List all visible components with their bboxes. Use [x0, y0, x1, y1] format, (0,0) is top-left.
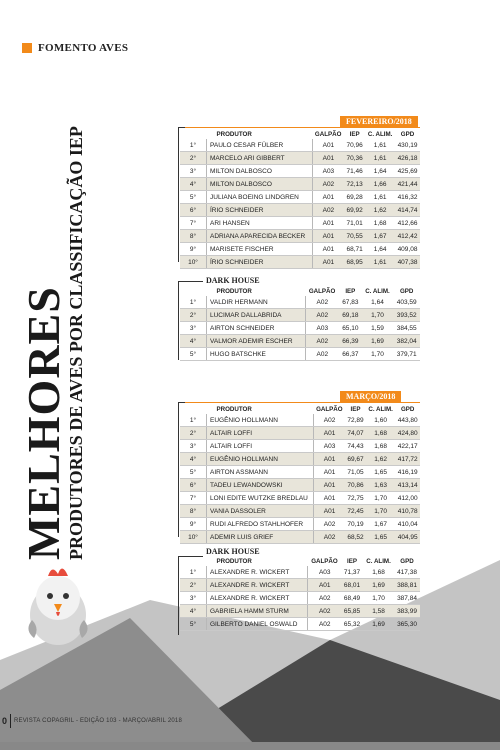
col-calim: C. ALIM.: [366, 558, 391, 565]
iep-cell: 72,89: [345, 414, 366, 427]
producer-cell: EUGÊNIO HOLLMANN: [207, 414, 314, 427]
calim-cell: 1,61: [365, 139, 395, 152]
table-row: [180, 518, 420, 531]
calim-cell: 1,70: [363, 592, 394, 605]
gpd-cell: 387,84: [394, 592, 420, 605]
table-row: [180, 592, 420, 605]
galpao-cell: A02: [312, 178, 344, 191]
rank-cell: 7°: [180, 217, 207, 230]
calim-cell: 1,62: [366, 453, 395, 466]
gpd-cell: 393,52: [393, 309, 420, 322]
rank-cell: 10°: [180, 531, 207, 544]
rank-cell: 1°: [180, 296, 207, 309]
iep-cell: 71,01: [344, 217, 365, 230]
col-iep: IEP: [345, 288, 356, 295]
calim-cell: 1,59: [362, 322, 394, 335]
calim-cell: 1,62: [365, 204, 395, 217]
iep-cell: 70,86: [345, 479, 366, 492]
gpd-cell: 365,30: [394, 618, 420, 631]
producer-cell: JULIANA BOEING LINDGREN: [207, 191, 313, 204]
galpao-cell: A01: [312, 191, 344, 204]
galpao-cell: A01: [308, 579, 341, 592]
table-header-row: [180, 130, 420, 139]
gpd-cell: 410,04: [395, 518, 420, 531]
iep-cell: 65,32: [341, 618, 363, 631]
gpd-cell: 404,95: [395, 531, 420, 544]
rank-cell: 2°: [180, 152, 207, 165]
galpao-cell: A01: [312, 217, 344, 230]
galpao-cell: A02: [312, 204, 344, 217]
iep-cell: 71,46: [344, 165, 365, 178]
col-produtor: PRODUTOR: [216, 288, 252, 295]
mar-dark-table: [180, 557, 420, 631]
table-row: [180, 217, 420, 230]
gpd-cell: 424,80: [395, 427, 420, 440]
galpao-cell: A02: [305, 296, 339, 309]
galpao-cell: A02: [308, 618, 341, 631]
iep-cell: 68,95: [344, 256, 365, 269]
gpd-cell: 388,81: [394, 579, 420, 592]
chicken-illustration-icon: [18, 560, 98, 650]
galpao-cell: A03: [305, 322, 339, 335]
calim-cell: 1,70: [362, 348, 394, 361]
table-row: [180, 466, 420, 479]
col-iep: IEP: [349, 131, 360, 138]
rank-cell: 5°: [180, 348, 207, 361]
col-gpd: GPD: [399, 288, 414, 295]
galpao-cell: A02: [314, 518, 345, 531]
calim-cell: 1,68: [366, 427, 395, 440]
galpao-cell: A02: [305, 348, 339, 361]
rank-cell: 9°: [180, 243, 207, 256]
rank-cell: 4°: [180, 605, 207, 618]
col-galpao: GALPÃO: [316, 406, 343, 413]
fev-table: [180, 130, 420, 269]
calim-cell: 1,70: [366, 505, 395, 518]
gpd-cell: 379,71: [393, 348, 420, 361]
title-main: MELHORES: [18, 286, 69, 560]
gpd-cell: 412,00: [395, 492, 420, 505]
table-row: [180, 479, 420, 492]
producer-cell: AIRTON SCHNEIDER: [207, 322, 306, 335]
galpao-cell: A01: [312, 230, 344, 243]
calim-cell: 1,69: [363, 579, 394, 592]
rank-cell: 9°: [180, 518, 207, 531]
galpao-cell: A02: [314, 414, 345, 427]
col-produtor: PRODUTOR: [216, 406, 252, 413]
producer-cell: MILTON DALBOSCO: [207, 178, 313, 191]
producer-cell: ALTAIR LOFFI: [207, 440, 314, 453]
table-row: [180, 618, 420, 631]
gpd-cell: 412,66: [395, 217, 420, 230]
producer-cell: PAULO CESAR FÜLBER: [207, 139, 313, 152]
iep-cell: 72,45: [345, 505, 366, 518]
fev-dark-table: [180, 287, 420, 361]
producer-cell: VALDIR HERMANN: [207, 296, 306, 309]
producer-cell: ALEXANDRE R. WICKERT: [207, 566, 308, 579]
col-calim: C. ALIM.: [367, 131, 393, 138]
producer-cell: VALMOR ADEMIR ESCHER: [207, 335, 306, 348]
iep-cell: 71,37: [341, 566, 363, 579]
calim-cell: 1,61: [365, 191, 395, 204]
iep-cell: 74,43: [345, 440, 366, 453]
rank-cell: 5°: [180, 191, 207, 204]
calim-cell: 1,70: [366, 492, 395, 505]
table-row: [180, 348, 420, 361]
galpao-cell: A03: [314, 440, 345, 453]
galpao-cell: A01: [314, 505, 345, 518]
calim-cell: 1,66: [365, 178, 395, 191]
galpao-cell: A02: [314, 531, 345, 544]
table-row: [180, 335, 420, 348]
gpd-cell: 414,74: [395, 204, 420, 217]
gpd-cell: 410,78: [395, 505, 420, 518]
galpao-cell: A01: [314, 453, 345, 466]
producer-cell: GILBERTO DANIEL OSWALD: [207, 618, 308, 631]
producer-cell: LUCIMAR DALLABRIDA: [207, 309, 306, 322]
col-gpd: GPD: [400, 131, 415, 138]
producer-cell: ADRIANA APARECIDA BECKER: [207, 230, 313, 243]
iep-cell: 69,92: [344, 204, 365, 217]
table-row: [180, 322, 420, 335]
gpd-cell: 426,18: [395, 152, 420, 165]
table-row: [180, 165, 420, 178]
gpd-cell: 412,42: [395, 230, 420, 243]
rank-cell: 2°: [180, 309, 207, 322]
gpd-cell: 382,04: [393, 335, 420, 348]
table-row: [180, 427, 420, 440]
iep-cell: 68,52: [345, 531, 366, 544]
vertical-title: [18, 110, 102, 560]
fev-dark-label: DARK HOUSE: [206, 276, 260, 285]
table-row: [180, 256, 420, 269]
calim-cell: 1,61: [365, 256, 395, 269]
rank-cell: 3°: [180, 165, 207, 178]
mar-dark-table-block: [180, 557, 420, 631]
table-row: [180, 139, 420, 152]
gpd-cell: 416,32: [395, 191, 420, 204]
producer-cell: VANIA DASSOLER: [207, 505, 314, 518]
table-row: [180, 191, 420, 204]
section-label: FOMENTO AVES: [38, 42, 129, 54]
table-row: [180, 243, 420, 256]
calim-cell: 1,67: [366, 518, 395, 531]
col-galpao: GALPÃO: [308, 288, 336, 295]
rank-cell: 7°: [180, 492, 207, 505]
gpd-cell: 407,38: [395, 256, 420, 269]
iep-cell: 70,36: [344, 152, 365, 165]
mar-month-label: MARÇO/2018: [340, 391, 401, 403]
iep-cell: 69,18: [339, 309, 362, 322]
calim-cell: 1,61: [365, 152, 395, 165]
galpao-cell: A02: [305, 309, 339, 322]
gpd-cell: 417,72: [395, 453, 420, 466]
producer-cell: ADEMIR LUIS GRIEF: [207, 531, 314, 544]
table-header-row: [180, 287, 420, 296]
table-row: [180, 579, 420, 592]
producer-cell: ÍRIO SCHNEIDER: [207, 204, 313, 217]
iep-cell: 70,96: [344, 139, 365, 152]
rank-cell: 2°: [180, 427, 207, 440]
iep-cell: 68,49: [341, 592, 363, 605]
rank-cell: 6°: [180, 479, 207, 492]
galpao-cell: A03: [312, 165, 344, 178]
col-galpao: GALPÃO: [311, 558, 338, 565]
calim-cell: 1,63: [366, 479, 395, 492]
rank-cell: 1°: [180, 139, 207, 152]
iep-cell: 72,13: [344, 178, 365, 191]
gpd-cell: 430,19: [395, 139, 420, 152]
calim-cell: 1,69: [363, 618, 394, 631]
calim-cell: 1,70: [362, 309, 394, 322]
calim-cell: 1,65: [366, 466, 395, 479]
gpd-cell: 422,17: [395, 440, 420, 453]
table-row: [180, 605, 420, 618]
calim-cell: 1,68: [366, 440, 395, 453]
mar-table-block: [180, 405, 420, 544]
orange-square-icon: [22, 43, 32, 53]
gpd-cell: 383,99: [394, 605, 420, 618]
table-row: [180, 531, 420, 544]
galpao-cell: A01: [314, 427, 345, 440]
galpao-cell: A01: [314, 492, 345, 505]
mar-dark-label: DARK HOUSE: [206, 547, 260, 556]
table-row: [180, 492, 420, 505]
producer-cell: ALEXANDRE R. WICKERT: [207, 579, 308, 592]
table-row: [180, 230, 420, 243]
galpao-cell: A02: [308, 605, 341, 618]
fev-month-label: FEVEREIRO/2018: [340, 116, 418, 128]
producer-cell: EUGÊNIO HOLLMANN: [207, 453, 314, 466]
rank-cell: 5°: [180, 466, 207, 479]
producer-cell: MARCELO ARI GIBBERT: [207, 152, 313, 165]
producer-cell: GABRIELA HAMM STURM: [207, 605, 308, 618]
gpd-cell: 384,55: [393, 322, 420, 335]
rank-cell: 5°: [180, 618, 207, 631]
producer-cell: ALEXANDRE R. WICKERT: [207, 592, 308, 605]
rank-cell: 1°: [180, 566, 207, 579]
rank-cell: 1°: [180, 414, 207, 427]
producer-cell: MARISETE FISCHER: [207, 243, 313, 256]
calim-cell: 1,58: [363, 605, 394, 618]
gpd-cell: 421,44: [395, 178, 420, 191]
iep-cell: 70,55: [344, 230, 365, 243]
iep-cell: 66,39: [339, 335, 362, 348]
producer-cell: AIRTON ASSMANN: [207, 466, 314, 479]
iep-cell: 69,67: [345, 453, 366, 466]
rank-cell: 6°: [180, 204, 207, 217]
calim-cell: 1,64: [365, 243, 395, 256]
producer-cell: HUGO BATSCHKE: [207, 348, 306, 361]
table-row: [180, 178, 420, 191]
table-row: [180, 414, 420, 427]
col-calim: C. ALIM.: [365, 288, 390, 295]
galpao-cell: A01: [312, 152, 344, 165]
rank-cell: 8°: [180, 230, 207, 243]
footer-divider: [10, 714, 11, 728]
calim-cell: 1,64: [362, 296, 394, 309]
galpao-cell: A01: [312, 139, 344, 152]
producer-cell: ALTAIR LOFFI: [207, 427, 314, 440]
iep-cell: 65,85: [341, 605, 363, 618]
table-row: [180, 453, 420, 466]
iep-cell: 67,83: [339, 296, 362, 309]
gpd-cell: 416,19: [395, 466, 420, 479]
producer-cell: TADEU LEWANDOWSKI: [207, 479, 314, 492]
fev-dark-table-block: [180, 287, 420, 361]
table-row: [180, 505, 420, 518]
col-galpao: GALPÃO: [314, 131, 342, 138]
producer-cell: RUDI ALFREDO STAHLHOFER: [207, 518, 314, 531]
iep-cell: 72,75: [345, 492, 366, 505]
rank-cell: 3°: [180, 322, 207, 335]
rank-cell: 4°: [180, 453, 207, 466]
rank-cell: 4°: [180, 178, 207, 191]
footer-text: REVISTA COPAGRIL - EDIÇÃO 103 - MARÇO/ABRIL 2018: [14, 718, 182, 724]
calim-cell: 1,68: [365, 217, 395, 230]
col-produtor: PRODUTOR: [216, 558, 252, 565]
table-header-row: [180, 557, 420, 566]
col-gpd: GPD: [400, 558, 414, 565]
producer-cell: ÍRIO SCHNEIDER: [207, 256, 313, 269]
table-header-row: [180, 405, 420, 414]
gpd-cell: 443,80: [395, 414, 420, 427]
iep-cell: 68,01: [341, 579, 363, 592]
iep-cell: 69,28: [344, 191, 365, 204]
producer-cell: MILTON DALBOSCO: [207, 165, 313, 178]
producer-cell: LONI EDITE WUTZKE BREDLAU: [207, 492, 314, 505]
iep-cell: 68,71: [344, 243, 365, 256]
col-produtor: PRODUTOR: [216, 131, 252, 138]
calim-cell: 1,60: [366, 414, 395, 427]
iep-cell: 66,37: [339, 348, 362, 361]
gpd-cell: 403,59: [393, 296, 420, 309]
galpao-cell: A03: [308, 566, 341, 579]
rank-cell: 3°: [180, 440, 207, 453]
fev-table-block: [180, 130, 420, 269]
iep-cell: 74,07: [345, 427, 366, 440]
rank-cell: 4°: [180, 335, 207, 348]
footer-bar: [0, 742, 500, 750]
gpd-cell: 425,69: [395, 165, 420, 178]
col-gpd: GPD: [400, 406, 415, 413]
col-iep: IEP: [350, 406, 361, 413]
galpao-cell: A01: [312, 256, 344, 269]
iep-cell: 71,05: [345, 466, 366, 479]
rank-cell: 2°: [180, 579, 207, 592]
iep-cell: 65,10: [339, 322, 362, 335]
galpao-cell: A02: [305, 335, 339, 348]
table-row: [180, 309, 420, 322]
table-row: [180, 204, 420, 217]
table-row: [180, 296, 420, 309]
gpd-cell: 409,08: [395, 243, 420, 256]
producer-cell: ARI HANSEN: [207, 217, 313, 230]
galpao-cell: A01: [312, 243, 344, 256]
galpao-cell: A02: [308, 592, 341, 605]
galpao-cell: A01: [314, 479, 345, 492]
page-number: 0: [2, 716, 8, 726]
section-tag: [22, 42, 128, 54]
table-row: [180, 440, 420, 453]
col-iep: IEP: [347, 558, 358, 565]
mar-table: [180, 405, 420, 544]
title-sub: PRODUTORES DE AVES POR CLASSIFICAÇÃO IEP: [66, 126, 86, 560]
galpao-cell: A01: [314, 466, 345, 479]
table-row: [180, 566, 420, 579]
iep-cell: 70,19: [345, 518, 366, 531]
rank-cell: 3°: [180, 592, 207, 605]
gpd-cell: 413,14: [395, 479, 420, 492]
rank-cell: 8°: [180, 505, 207, 518]
calim-cell: 1,67: [365, 230, 395, 243]
calim-cell: 1,64: [365, 165, 395, 178]
rank-cell: 10°: [180, 256, 207, 269]
gpd-cell: 417,38: [394, 566, 420, 579]
calim-cell: 1,65: [366, 531, 395, 544]
calim-cell: 1,69: [362, 335, 394, 348]
calim-cell: 1,68: [363, 566, 394, 579]
col-calim: C. ALIM.: [368, 406, 393, 413]
table-row: [180, 152, 420, 165]
